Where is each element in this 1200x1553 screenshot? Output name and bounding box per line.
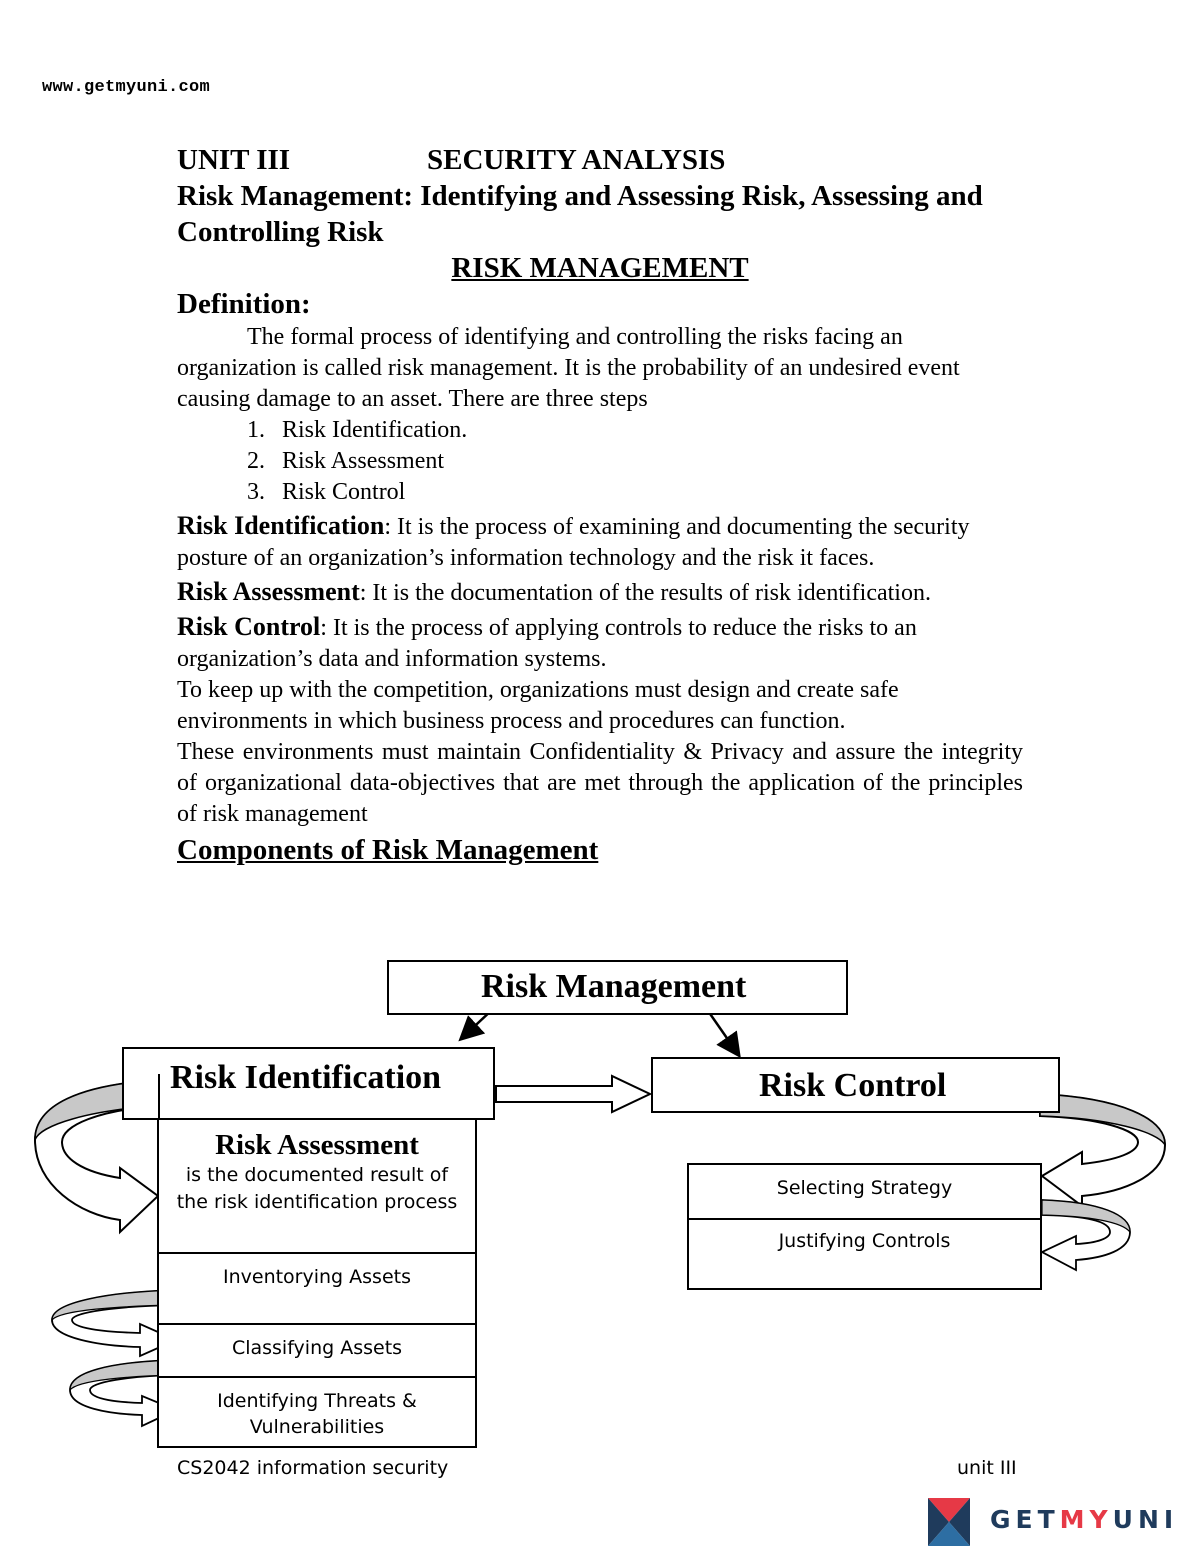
risk-identification-paragraph: Risk Identification: It is the process of examining and documenting the security posture of an organization’s information technology and the risk it faces. <box>177 511 970 571</box>
unit-subtitle: Risk Management: Identifying and Assessing Risk, Assessing and Controlling Risk <box>177 180 983 248</box>
block-arrow-right <box>496 1076 650 1112</box>
classifying-assets-cell: Classifying Assets <box>159 1325 475 1378</box>
risk-control-paragraph: Risk Control: It is the process of applying controls to reduce the risks to an organization’s data and information systems. <box>177 612 917 672</box>
getmyuni-logo-icon <box>928 1498 970 1546</box>
site-url[interactable]: www.getmyuni.com <box>42 78 211 97</box>
identifying-threats-cell: Identifying Threats & Vulnerabilities <box>217 1390 417 1438</box>
risk-assessment-cell <box>159 1120 475 1254</box>
risk-assessment-desc-2: the risk identification process <box>176 1191 458 1213</box>
selecting-strategy-cell: Selecting Strategy <box>689 1165 1040 1220</box>
footer-course: CS2042 information security <box>177 1457 449 1479</box>
term-risk-identification: Risk Identification <box>177 511 385 540</box>
list-item: 3. Risk Control <box>247 479 406 505</box>
risk-control-box: Risk Control <box>651 1057 1060 1113</box>
risk-management-box: Risk Management <box>387 960 848 1015</box>
term-risk-control: Risk Control <box>177 612 321 641</box>
risk-identification-box: Risk Identification <box>122 1047 495 1120</box>
getmyuni-logo-text[interactable]: GETMYUNI <box>990 1505 1179 1534</box>
definition-paragraph: The formal process of identifying and controlling the risks facing an organization is called risk management. It is the probability of an undesired event causing damage to an asset. There are three steps <box>177 324 960 412</box>
risk-assessment-desc-1: is the documented result of <box>185 1164 449 1186</box>
environments-paragraph: These environments must maintain Confidentiality & Privacy and assure the integrity of organizational data-objectives that are met through the application of the principles of risk management <box>177 739 1023 827</box>
control-strategy-stack <box>687 1163 1042 1290</box>
justifying-controls-cell: Justifying Controls <box>778 1230 951 1252</box>
components-title: Components of Risk Management <box>177 834 599 866</box>
definition-label: Definition: <box>177 288 311 320</box>
footer-unit: unit III <box>957 1457 1017 1479</box>
section-title: RISK MANAGEMENT <box>451 252 749 284</box>
identification-inner-left-rule <box>158 1074 160 1120</box>
unit-number: UNIT III <box>177 144 291 176</box>
inventorying-assets-cell: Inventorying Assets <box>159 1254 475 1325</box>
list-item: 1. Risk Identification. <box>247 417 468 443</box>
unit-title: SECURITY ANALYSIS <box>427 144 726 176</box>
list-item: 2. Risk Assessment <box>247 448 445 474</box>
risk-assessment-title: Risk Assessment <box>215 1129 419 1161</box>
risk-assessment-paragraph: Risk Assessment: It is the documentation of the results of risk identification. <box>177 577 931 606</box>
competition-paragraph: To keep up with the competition, organizations must design and create safe environments in which business process and procedures can function. <box>177 677 899 734</box>
risk-assessment-stack <box>157 1118 477 1448</box>
term-risk-assessment: Risk Assessment <box>177 577 360 606</box>
